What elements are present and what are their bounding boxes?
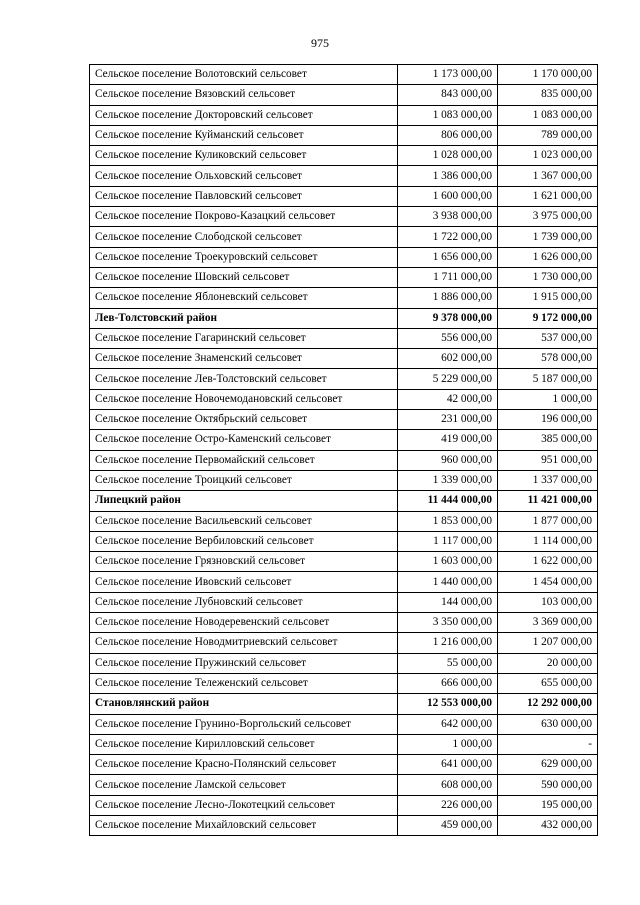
value-cell-2: 1 626 000,00 <box>498 247 598 267</box>
value-cell-1: 642 000,00 <box>398 714 498 734</box>
value-cell-2: 951 000,00 <box>498 450 598 470</box>
name-cell: Сельское поселение Остро-Каменский сельсовет <box>90 430 398 450</box>
name-cell: Сельское поселение Волотовский сельсовет <box>90 65 398 85</box>
value-cell-2: 5 187 000,00 <box>498 369 598 389</box>
value-cell-2: 578 000,00 <box>498 349 598 369</box>
value-cell-2: 1 000,00 <box>498 389 598 409</box>
value-cell-2: 1 170 000,00 <box>498 65 598 85</box>
table-row <box>90 85 598 105</box>
value-cell-2: 1 114 000,00 <box>498 531 598 551</box>
value-cell-1: 459 000,00 <box>398 815 498 835</box>
table-row <box>90 815 598 835</box>
table-row <box>90 389 598 409</box>
name-cell: Сельское поселение Михайловский сельсовет <box>90 815 398 835</box>
table-row <box>90 349 598 369</box>
table-row <box>90 714 598 734</box>
table-row <box>90 511 598 531</box>
value-cell-2: 1 621 000,00 <box>498 186 598 206</box>
table-row <box>90 186 598 206</box>
name-cell: Сельское поселение Грязновский сельсовет <box>90 552 398 572</box>
name-cell: Сельское поселение Ольховский сельсовет <box>90 166 398 186</box>
name-cell: Сельское поселение Вербиловский сельсовет <box>90 531 398 551</box>
name-cell: Сельское поселение Яблоневский сельсовет <box>90 288 398 308</box>
value-cell-1: 1 216 000,00 <box>398 633 498 653</box>
budget-table <box>89 64 598 836</box>
table-row <box>90 328 598 348</box>
table-row <box>90 470 598 490</box>
name-cell: Сельское поселение Шовский сельсовет <box>90 267 398 287</box>
value-cell-1: 5 229 000,00 <box>398 369 498 389</box>
name-cell: Сельское поселение Троекуровский сельсовет <box>90 247 398 267</box>
name-cell: Сельское поселение Кирилловский сельсовет <box>90 734 398 754</box>
district-row <box>90 694 598 714</box>
table-row <box>90 613 598 633</box>
name-cell: Сельское поселение Докторовский сельсовет <box>90 105 398 125</box>
name-cell: Сельское поселение Грунино-Воргольский сельсовет <box>90 714 398 734</box>
value-cell-2: 3 975 000,00 <box>498 207 598 227</box>
value-cell-2: 1 207 000,00 <box>498 633 598 653</box>
value-cell-2: 1 023 000,00 <box>498 146 598 166</box>
name-cell: Сельское поселение Тележенский сельсовет <box>90 673 398 693</box>
table-row <box>90 592 598 612</box>
value-cell-1: 55 000,00 <box>398 653 498 673</box>
value-cell-2: 20 000,00 <box>498 653 598 673</box>
name-cell: Сельское поселение Первомайский сельсовет <box>90 450 398 470</box>
value-cell-2: 1 622 000,00 <box>498 552 598 572</box>
name-cell: Сельское поселение Новодеревенский сельсовет <box>90 613 398 633</box>
value-cell-1: 1 853 000,00 <box>398 511 498 531</box>
name-cell: Сельское поселение Пружинский сельсовет <box>90 653 398 673</box>
value-cell-1: 602 000,00 <box>398 349 498 369</box>
name-cell: Сельское поселение Покрово-Казацкий сельсовет <box>90 207 398 227</box>
table-row <box>90 734 598 754</box>
name-cell: Сельское поселение Новочемодановский сельсовет <box>90 389 398 409</box>
value-cell-1: 12 553 000,00 <box>398 694 498 714</box>
table-row <box>90 572 598 592</box>
name-cell: Сельское поселение Октябрьский сельсовет <box>90 410 398 430</box>
value-cell-2: 196 000,00 <box>498 410 598 430</box>
table-row <box>90 166 598 186</box>
value-cell-1: 1 656 000,00 <box>398 247 498 267</box>
name-cell: Лев-Толстовский район <box>90 308 398 328</box>
value-cell-1: 843 000,00 <box>398 85 498 105</box>
value-cell-1: 231 000,00 <box>398 410 498 430</box>
table-row <box>90 410 598 430</box>
table-row <box>90 795 598 815</box>
value-cell-2: 630 000,00 <box>498 714 598 734</box>
value-cell-1: 1 386 000,00 <box>398 166 498 186</box>
value-cell-1: 11 444 000,00 <box>398 491 498 511</box>
value-cell-1: 42 000,00 <box>398 389 498 409</box>
value-cell-2: 1 730 000,00 <box>498 267 598 287</box>
value-cell-2: 537 000,00 <box>498 328 598 348</box>
value-cell-1: 556 000,00 <box>398 328 498 348</box>
name-cell: Сельское поселение Новодмитриевский сельсовет <box>90 633 398 653</box>
table-row <box>90 775 598 795</box>
value-cell-1: 1 028 000,00 <box>398 146 498 166</box>
table-row <box>90 247 598 267</box>
value-cell-1: 1 339 000,00 <box>398 470 498 490</box>
name-cell: Сельское поселение Слободской сельсовет <box>90 227 398 247</box>
district-row <box>90 491 598 511</box>
value-cell-1: 419 000,00 <box>398 430 498 450</box>
name-cell: Сельское поселение Васильевский сельсовет <box>90 511 398 531</box>
value-cell-2: 12 292 000,00 <box>498 694 598 714</box>
value-cell-1: 1 117 000,00 <box>398 531 498 551</box>
value-cell-1: 608 000,00 <box>398 775 498 795</box>
name-cell: Сельское поселение Троицкий сельсовет <box>90 470 398 490</box>
name-cell: Сельское поселение Лесно-Локотецкий сельсовет <box>90 795 398 815</box>
table-row <box>90 369 598 389</box>
table-row <box>90 288 598 308</box>
table-row <box>90 430 598 450</box>
value-cell-2: 385 000,00 <box>498 430 598 450</box>
value-cell-2: 1 739 000,00 <box>498 227 598 247</box>
table-row <box>90 207 598 227</box>
table-row <box>90 125 598 145</box>
value-cell-1: 144 000,00 <box>398 592 498 612</box>
table-row <box>90 633 598 653</box>
name-cell: Сельское поселение Ламской сельсовет <box>90 775 398 795</box>
table-row <box>90 552 598 572</box>
value-cell-2: 1 083 000,00 <box>498 105 598 125</box>
value-cell-2: 9 172 000,00 <box>498 308 598 328</box>
value-cell-2: 432 000,00 <box>498 815 598 835</box>
name-cell: Сельское поселение Лев-Толстовский сельсовет <box>90 369 398 389</box>
name-cell: Сельское поселение Ивовский сельсовет <box>90 572 398 592</box>
value-cell-1: 1 173 000,00 <box>398 65 498 85</box>
value-cell-1: 1 886 000,00 <box>398 288 498 308</box>
name-cell: Сельское поселение Красно-Полянский сельсовет <box>90 755 398 775</box>
name-cell: Сельское поселение Павловский сельсовет <box>90 186 398 206</box>
value-cell-2: 1 454 000,00 <box>498 572 598 592</box>
table-body <box>90 65 598 836</box>
value-cell-1: 666 000,00 <box>398 673 498 693</box>
value-cell-1: 226 000,00 <box>398 795 498 815</box>
table-row <box>90 673 598 693</box>
value-cell-1: 3 938 000,00 <box>398 207 498 227</box>
name-cell: Сельское поселение Куликовский сельсовет <box>90 146 398 166</box>
page-number: 975 <box>311 36 329 50</box>
name-cell: Сельское поселение Знаменский сельсовет <box>90 349 398 369</box>
table-row <box>90 65 598 85</box>
value-cell-2: 835 000,00 <box>498 85 598 105</box>
value-cell-2: 655 000,00 <box>498 673 598 693</box>
value-cell-1: 641 000,00 <box>398 755 498 775</box>
value-cell-2: 1 877 000,00 <box>498 511 598 531</box>
table-row <box>90 450 598 470</box>
value-cell-1: 3 350 000,00 <box>398 613 498 633</box>
value-cell-2: 590 000,00 <box>498 775 598 795</box>
value-cell-1: 1 603 000,00 <box>398 552 498 572</box>
value-cell-1: 1 000,00 <box>398 734 498 754</box>
value-cell-1: 1 711 000,00 <box>398 267 498 287</box>
value-cell-2: 789 000,00 <box>498 125 598 145</box>
value-cell-1: 9 378 000,00 <box>398 308 498 328</box>
table-row <box>90 105 598 125</box>
table-row <box>90 227 598 247</box>
name-cell: Становлянский район <box>90 694 398 714</box>
name-cell: Сельское поселение Вязовский сельсовет <box>90 85 398 105</box>
name-cell: Сельское поселение Куйманский сельсовет <box>90 125 398 145</box>
value-cell-2: 1 915 000,00 <box>498 288 598 308</box>
value-cell-2: 629 000,00 <box>498 755 598 775</box>
district-row <box>90 308 598 328</box>
value-cell-2: 3 369 000,00 <box>498 613 598 633</box>
value-cell-1: 1 440 000,00 <box>398 572 498 592</box>
value-cell-2: - <box>498 734 598 754</box>
value-cell-2: 1 367 000,00 <box>498 166 598 186</box>
value-cell-1: 1 600 000,00 <box>398 186 498 206</box>
value-cell-2: 103 000,00 <box>498 592 598 612</box>
value-cell-2: 195 000,00 <box>498 795 598 815</box>
table-row <box>90 755 598 775</box>
value-cell-2: 11 421 000,00 <box>498 491 598 511</box>
value-cell-1: 1 083 000,00 <box>398 105 498 125</box>
value-cell-1: 1 722 000,00 <box>398 227 498 247</box>
value-cell-1: 960 000,00 <box>398 450 498 470</box>
value-cell-1: 806 000,00 <box>398 125 498 145</box>
name-cell: Сельское поселение Гагаринский сельсовет <box>90 328 398 348</box>
name-cell: Сельское поселение Лубновский сельсовет <box>90 592 398 612</box>
value-cell-2: 1 337 000,00 <box>498 470 598 490</box>
table-row <box>90 653 598 673</box>
name-cell: Липецкий район <box>90 491 398 511</box>
table-row <box>90 267 598 287</box>
table-row <box>90 531 598 551</box>
table-row <box>90 146 598 166</box>
